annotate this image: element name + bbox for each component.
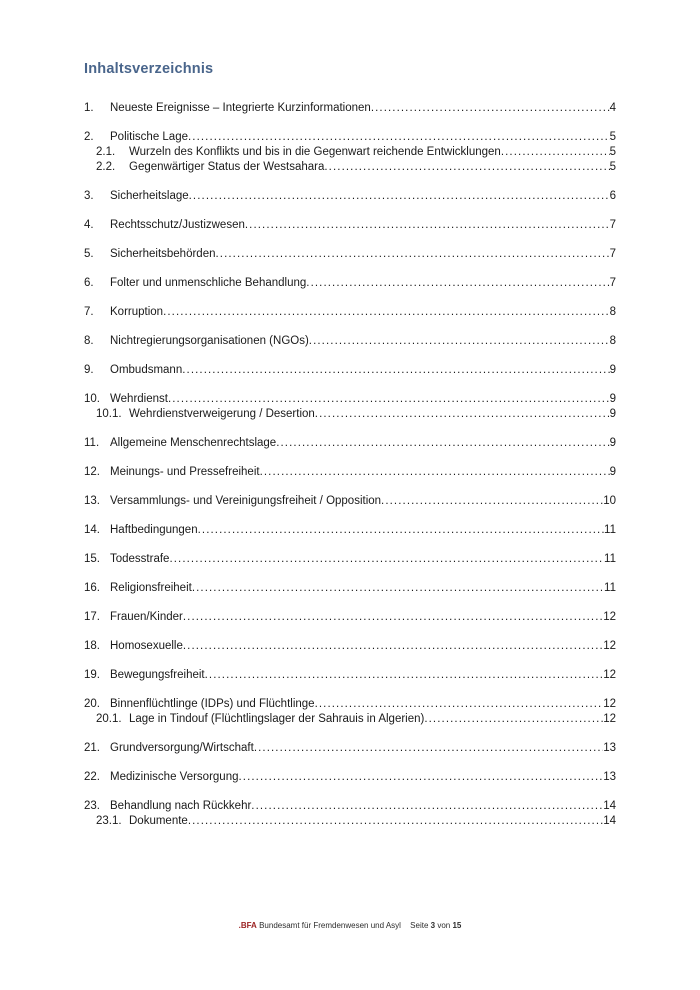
toc-dot-leader	[239, 770, 604, 785]
footer-page-info	[410, 921, 461, 930]
toc-dot-leader	[169, 552, 604, 567]
bfa-logo-text: .BFA	[238, 921, 257, 930]
toc-dot-leader	[245, 218, 610, 233]
footer-org-name: Bundesamt für Fremdenwesen und Asyl	[259, 921, 401, 930]
toc-entry-page: 10	[603, 495, 616, 507]
toc-entry-page: 6	[609, 190, 616, 202]
toc-entry-number: 19.	[84, 669, 100, 681]
toc-entry[interactable]	[84, 363, 616, 378]
toc-entry-number: 1.	[84, 102, 94, 114]
toc-dot-leader	[309, 334, 610, 349]
toc-entry-page: 9	[609, 408, 616, 420]
toc-entry-number: 16.	[84, 582, 100, 594]
toc-entry-number: 22.	[84, 771, 100, 783]
toc-entry-page: 9	[609, 364, 616, 376]
toc-entry-label: Wurzeln des Konflikts und bis in die Gegenwart reichende Entwicklungen	[129, 146, 501, 158]
toc-entry-label: Korruption	[110, 306, 164, 318]
toc-entry-page: 7	[609, 277, 616, 289]
toc-entry[interactable]	[84, 465, 616, 480]
footer-page-total: 15	[452, 921, 462, 930]
toc-entry[interactable]	[84, 189, 616, 204]
toc-entry-label: Grundversorgung/Wirtschaft	[110, 742, 254, 754]
toc-dot-leader	[315, 697, 604, 712]
toc-entry[interactable]	[84, 741, 616, 756]
toc-entry-label: Frauen/Kinder	[110, 611, 183, 623]
toc-entry-label: Religionsfreiheit	[110, 582, 192, 594]
toc-entry-number: 18.	[84, 640, 100, 652]
toc-entry[interactable]	[84, 276, 616, 291]
toc-entry-number: 13.	[84, 495, 100, 507]
toc-entry-page: 13	[603, 771, 616, 783]
toc-entry-number: 5.	[84, 248, 94, 260]
toc-heading: Inhaltsverzeichnis	[84, 61, 214, 77]
toc-entry-label: Politische Lage	[110, 131, 188, 143]
toc-entry-page: 9	[609, 437, 616, 449]
toc-entry-label: Ombudsmann	[110, 364, 183, 376]
toc-entry-page: 11	[604, 582, 616, 594]
toc-entry-label: Rechtsschutz/Justizwesen	[110, 219, 245, 231]
footer-page-label: Seite	[410, 921, 429, 930]
toc-entry[interactable]	[84, 552, 616, 567]
toc-entry-label: Meinungs- und Pressefreiheit	[110, 466, 260, 478]
toc-dot-leader	[189, 189, 610, 204]
toc-entry-number: 21.	[84, 742, 100, 754]
toc-entry-number: 9.	[84, 364, 94, 376]
toc-entry-number: 8.	[84, 335, 94, 347]
toc-entry-page: 4	[609, 102, 616, 114]
toc-entry[interactable]	[84, 523, 616, 538]
toc-entry-number: 7.	[84, 306, 94, 318]
toc-entry-number: 15.	[84, 553, 100, 565]
toc-entry[interactable]	[84, 305, 616, 320]
toc-dot-leader	[371, 101, 610, 116]
toc-entry-page: 8	[609, 306, 616, 318]
toc-dot-leader	[192, 581, 604, 596]
toc-entry-label: Neueste Ereignisse – Integrierte Kurzinformationen	[110, 102, 371, 114]
toc-entry-label: Lage in Tindouf (Flüchtlingslager der Sahrauis in Algerien)	[129, 713, 425, 725]
toc-entry-number: 12.	[84, 466, 100, 478]
footer-page-current: 3	[430, 921, 436, 930]
toc-entry[interactable]	[84, 145, 616, 160]
toc-entry-number: 17.	[84, 611, 100, 623]
toc-entry-label: Allgemeine Menschenrechtslage	[110, 437, 277, 449]
toc-entry[interactable]	[84, 799, 616, 814]
toc-dot-leader	[324, 160, 609, 175]
toc-entry-number: 3.	[84, 190, 94, 202]
toc-dot-leader	[381, 494, 603, 509]
toc-entry[interactable]	[84, 697, 616, 712]
toc-entry[interactable]	[84, 247, 616, 262]
toc-entry-page: 14	[603, 815, 616, 827]
toc-entry-label: Gegenwärtiger Status der Westsahara	[129, 161, 325, 173]
toc-entry[interactable]	[84, 668, 616, 683]
toc-dot-leader	[260, 465, 610, 480]
toc-entry[interactable]	[84, 712, 616, 727]
toc-entry-page: 12	[603, 713, 616, 725]
toc-entry-page: 5	[609, 146, 616, 158]
toc-entry-label: Binnenflüchtlinge (IDPs) und Flüchtlinge	[110, 698, 315, 710]
toc-dot-leader	[276, 436, 609, 451]
toc-entry-page: 11	[604, 524, 616, 536]
toc-entry-page: 14	[603, 800, 616, 812]
toc-entry[interactable]	[84, 610, 616, 625]
toc-list	[84, 101, 616, 829]
toc-entry-label: Behandlung nach Rückkehr	[110, 800, 252, 812]
toc-entry-label: Folter und unmenschliche Behandlung	[110, 277, 307, 289]
page-footer	[0, 921, 700, 930]
toc-entry[interactable]	[84, 436, 616, 451]
toc-entry-label: Nichtregierungsorganisationen (NGOs)	[110, 335, 309, 347]
toc-entry-page: 7	[609, 219, 616, 231]
toc-entry[interactable]	[84, 101, 616, 116]
toc-dot-leader	[188, 130, 610, 145]
toc-entry-page: 12	[603, 640, 616, 652]
toc-dot-leader	[163, 305, 610, 320]
toc-entry-page: 11	[604, 553, 616, 565]
toc-dot-leader	[424, 712, 603, 727]
toc-entry-page: 9	[609, 393, 616, 405]
toc-entry-label: Versammlungs- und Vereinigungsfreiheit / Opposition	[110, 495, 382, 507]
toc-entry-number: 20.	[84, 698, 100, 710]
toc-entry-number: 11.	[84, 437, 100, 449]
toc-entry-label: Dokumente	[129, 815, 188, 827]
toc-entry-label: Homosexuelle	[110, 640, 183, 652]
toc-dot-leader	[315, 407, 610, 422]
toc-entry-number: 2.	[84, 131, 94, 143]
toc-entry[interactable]	[84, 814, 616, 829]
toc-entry-label: Wehrdienstverweigerung / Desertion	[129, 408, 315, 420]
toc-entry-label: Medizinische Versorgung	[110, 771, 239, 783]
toc-entry-label: Sicherheitslage	[110, 190, 189, 202]
toc-entry-label: Sicherheitsbehörden	[110, 248, 216, 260]
toc-entry-number: 4.	[84, 219, 94, 231]
toc-entry-number: 14.	[84, 524, 100, 536]
toc-dot-leader	[168, 392, 610, 407]
toc-entry[interactable]	[84, 770, 616, 785]
toc-entry[interactable]	[84, 130, 616, 145]
toc-entry-label: Wehrdienst	[110, 393, 168, 405]
footer-of-label: von	[437, 921, 451, 930]
toc-dot-leader	[183, 639, 603, 654]
toc-dot-leader	[188, 814, 603, 829]
toc-dot-leader	[216, 247, 610, 262]
toc-dot-leader	[205, 668, 604, 683]
toc-entry-number: 2.2.	[96, 161, 116, 173]
toc-entry[interactable]	[84, 334, 616, 349]
toc-entry[interactable]	[84, 494, 616, 509]
toc-entry-number: 10.1.	[96, 408, 122, 420]
toc-entry-label: Todesstrafe	[110, 553, 170, 565]
toc-entry-page: 12	[603, 611, 616, 623]
toc-dot-leader	[306, 276, 609, 291]
toc-entry-page: 12	[603, 698, 616, 710]
toc-entry[interactable]	[84, 160, 616, 175]
toc-entry-number: 20.1.	[96, 713, 122, 725]
toc-entry-number: 10.	[84, 393, 100, 405]
toc-entry-page: 5	[609, 161, 616, 173]
toc-dot-leader	[254, 741, 603, 756]
toc-entry-number: 6.	[84, 277, 94, 289]
toc-entry[interactable]	[84, 392, 616, 407]
toc-entry-page: 9	[609, 466, 616, 478]
toc-entry-label: Haftbedingungen	[110, 524, 198, 536]
toc-entry[interactable]	[84, 581, 616, 596]
toc-entry-number: 23.1.	[96, 815, 122, 827]
toc-entry-page: 12	[603, 669, 616, 681]
toc-dot-leader	[501, 145, 610, 160]
toc-dot-leader	[198, 523, 604, 538]
toc-entry-number: 2.1.	[96, 146, 116, 158]
toc-dot-leader	[251, 799, 603, 814]
toc-dot-leader	[183, 610, 603, 625]
toc-entry[interactable]	[84, 407, 616, 422]
toc-entry[interactable]	[84, 639, 616, 654]
toc-entry-page: 8	[609, 335, 616, 347]
toc-entry-page: 7	[609, 248, 616, 260]
toc-entry-label: Bewegungsfreiheit	[110, 669, 205, 681]
toc-entry[interactable]	[84, 218, 616, 233]
toc-entry-number: 23.	[84, 800, 100, 812]
toc-entry-page: 5	[609, 131, 616, 143]
toc-dot-leader	[182, 363, 609, 378]
toc-entry-page: 13	[603, 742, 616, 754]
